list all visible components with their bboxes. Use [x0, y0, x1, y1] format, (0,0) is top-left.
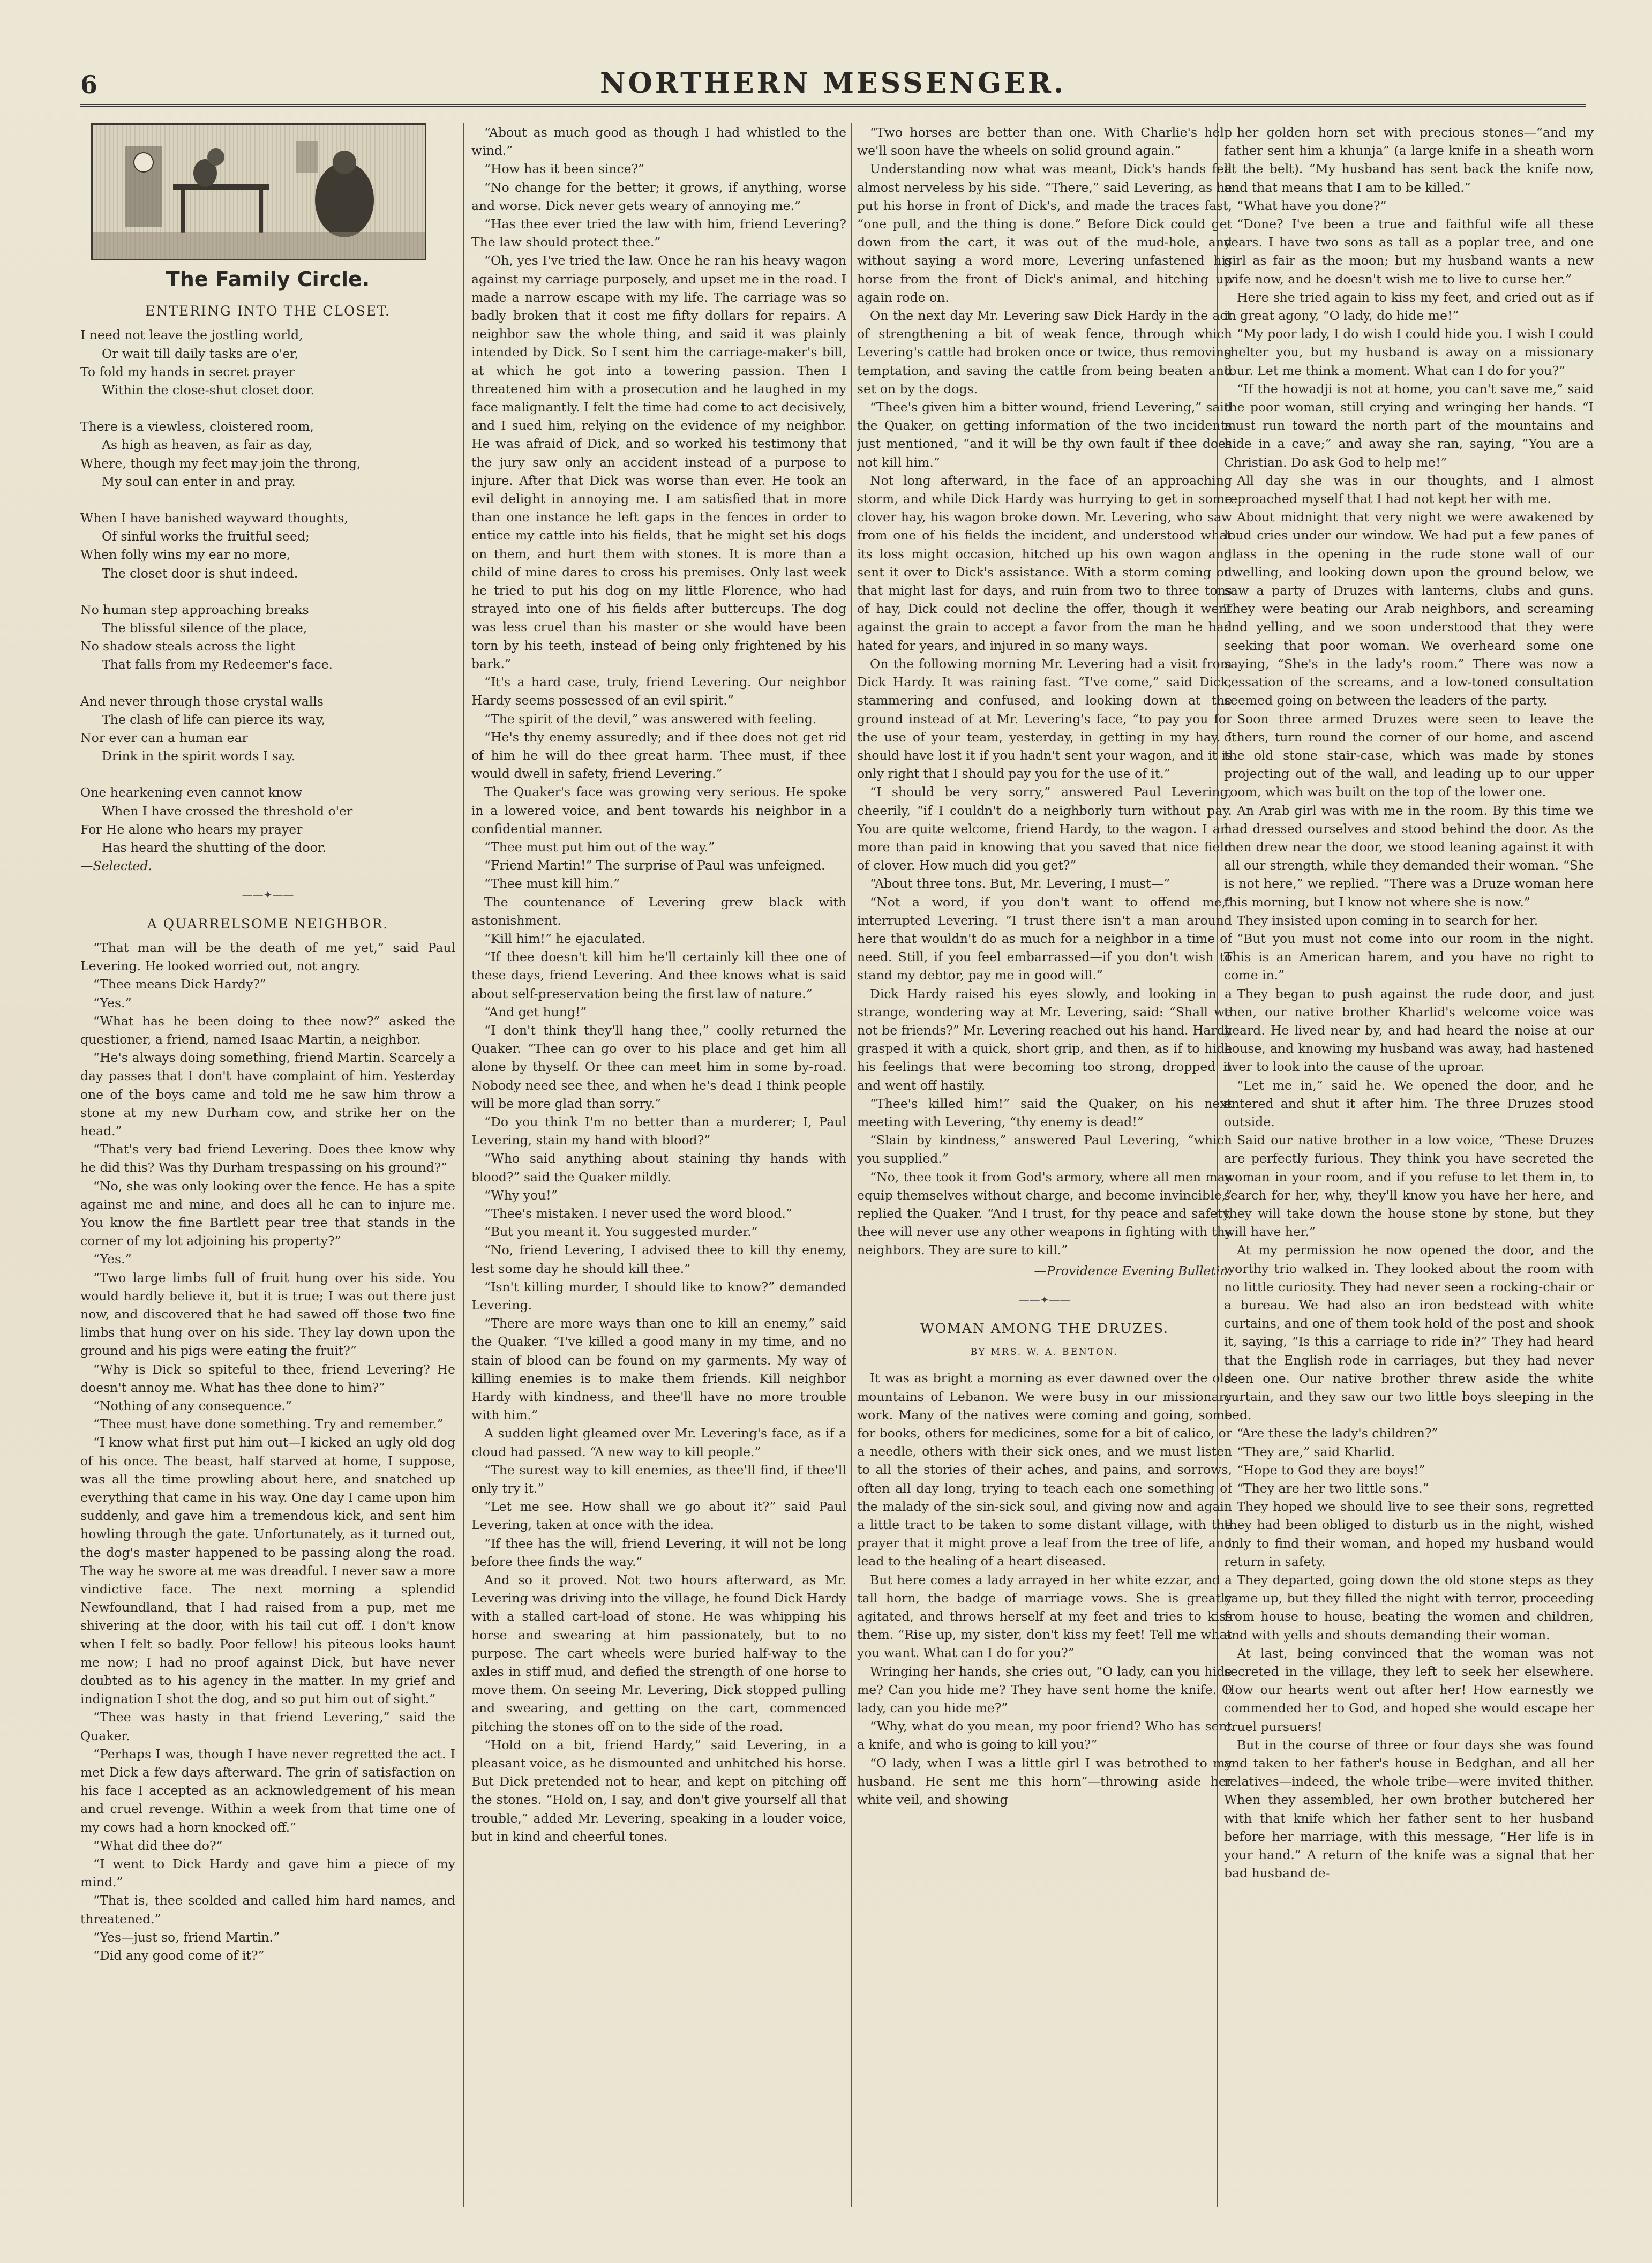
poem-line: Where, though my feet may join the throng,	[80, 455, 361, 471]
paragraph: “No change for the better; it grows, if anything, worse and worse. Dick never gets weary of annoying me.”	[471, 179, 846, 213]
paragraph: Dick Hardy raised his eyes slowly, and looking in a strange, wondering way at Mr. Levering, said: “Shall we not be friends?” Mr. Levering reached out his hand. Hardy grasped it with a quick, short grip, and then, as if to hide his feelings that were becoming too strong, dropped it and went off hastily.	[857, 986, 1232, 1093]
paragraph: “They are,” said Kharlid.	[1237, 1444, 1395, 1459]
paragraph: “Thee must put him out of the way.”	[484, 839, 715, 855]
paragraph: “I know what first put him out—I kicked an ugly old dog of his once. The beast, half starved at home, I suppose, was all the time prowling about here, and snatched up everything that came in his way. One day I came upon him suddenly, and gave him a tremendous kick, and sent him howling through the gate. Unfortunately, as it turned out, the dog's master happened to be passing along the road. The way he swore at me was dreadful. I never saw a more vindictive face. The next morning a splendid Newfoundland, that I had raised from a pup, met me shivering at the door, with his tail cut off. I don't know when I felt so badly. Poor fellow! his piteous looks haunt me now; I had no proof against Dick, but have never doubted as to his agency in the matter. In my grief and indignation I shot the dog, and so put him out of sight.”	[80, 1435, 455, 1707]
paragraph: “Why is Dick so spiteful to thee, friend Levering? He doesn't annoy me. What has thee done to him?”	[80, 1361, 455, 1395]
poem-line: For He alone who hears my prayer	[80, 821, 303, 837]
paragraph: “Hold on a bit, friend Hardy,” said Levering, in a pleasant voice, as he dismounted and unhitched his horse. But Dick pretended not to hear, and kept on pitching off the stones. “Hold on, I say, and don't give yourself all that trouble,” added Mr. Levering, speaking in a louder voice, but in kind and cheerful tones.	[471, 1737, 846, 1844]
poem-line: Drink in the spirit words I say.	[102, 748, 296, 764]
paragraph: “What did thee do?”	[93, 1838, 223, 1853]
poem-line: There is a viewless, cloistered room,	[80, 419, 314, 434]
poem-line: Of sinful works the fruitful seed;	[102, 529, 310, 544]
poem-line: As high as heaven, as fair as day,	[102, 437, 313, 453]
paragraph: At last, being convinced that the woman was not secreted in the village, they left to seek her elsewhere. How our hearts went out after her! How earnestly we commended her to God, and hoped she would escape her cruel pursuers!	[1224, 1645, 1594, 1734]
story-credit: —Providence Evening Bulletin.	[1034, 1263, 1232, 1278]
stanza	[80, 601, 455, 674]
stanza	[80, 783, 455, 857]
paragraph: “My poor lady, I do wish I could hide you. I wish I could shelter you, but my husband is away on a missionary tour. Let me think a moment. What can I do for you?”	[1224, 326, 1594, 378]
paragraph: “It's a hard case, truly, friend Levering. Our neighbor Hardy seems possessed of an evil spirit.”	[471, 675, 846, 708]
paragraph: “Let me see. How shall we go about it?” said Paul Levering, taken at once with the idea.	[471, 1499, 846, 1533]
paragraph: “But you meant it. You suggested murder.”	[484, 1224, 758, 1240]
paragraph: “How has it been since?”	[484, 161, 645, 177]
page-header	[80, 67, 1586, 107]
page-number: 6	[80, 70, 98, 99]
paragraph: Not long afterward, in the face of an approaching storm, and while Dick Hardy was hurrying to get in some clover hay, his wagon broke down. Mr. Levering, who saw from one of his fields the incident, and understood what its loss might occasion, hitched up his own wagon and sent it over to Dick's assistance. With a storm coming on that might last for days, and ruin from two to three tons of hay, Dick could not decline the offer, though it went against the grain to accept a favor from the man he had hated for years, and injured in so many ways.	[857, 473, 1232, 653]
paragraph: “That is, thee scolded and called him hard names, and threatened.”	[80, 1893, 455, 1927]
paragraph: They insisted upon coming in to search for her.	[1237, 912, 1538, 928]
paragraph: “Hope to God they are boys!”	[1237, 1462, 1425, 1478]
column-4	[1224, 123, 1594, 2213]
paragraph: “No, thee took it from God's armory, where all men may equip themselves without charge, and become invincible,” replied the Quaker. “And I trust, for thy peace and safety, thee will never use any other weapons in fighting with thy neighbors. They are sure to kill.”	[857, 1169, 1232, 1258]
paragraph: “About three tons. But, Mr. Levering, I must—”	[870, 876, 1170, 891]
paragraph: About midnight that very night we were awakened by loud cries under our window. We had put a few panes of glass in the opening in the rude stone wall of our dwelling, and looking down upon the ground below, we saw a party of Druzes with lanterns, clubs and guns. They were beating our Arab neighbors, and screaming and yelling, and we soon understood that they were seeking that poor woman. We overheard some one saying, “She's in the lady's room.” There was now a cessation of the screams, and a low-toned consultation seemed going on between the leaders of the party.	[1224, 509, 1594, 708]
paragraph: “Thee must have done something. Try and remember.”	[93, 1417, 444, 1432]
story-text	[1224, 123, 1594, 1883]
paragraph: Said our native brother in a low voice, “These Druzes are perfectly furious. They think you have secreted the woman in your room, and if you refuse to let them in, to search for her, why, they'll know you have her here, and they will take down the house stone by stone, but they will have her.”	[1224, 1133, 1594, 1240]
paragraph: her golden horn set with precious stones—“and my father sent him a khunja” (a large knife in a sheath worn at the belt). “My husband has sent back the knife now, and that means that I am to be killed.”	[1224, 125, 1594, 195]
poem-line: No human step approaching breaks	[80, 602, 309, 617]
stanza	[80, 326, 455, 399]
story-title: WOMAN AMONG THE DRUZES.	[920, 1321, 1169, 1336]
paragraph: “That's very bad friend Levering. Does thee know why he did this? Was thy Durham trespassing on his ground?”	[80, 1142, 455, 1175]
paragraph: “The spirit of the devil,” was answered with feeling.	[484, 711, 817, 726]
paragraph: “Did any good come of it?”	[93, 1948, 265, 1964]
paragraph: “Nothing of any consequence.”	[93, 1398, 292, 1413]
stanza	[80, 417, 455, 491]
engraving-icon	[93, 125, 425, 259]
stanza	[80, 509, 455, 582]
paragraph: The countenance of Levering grew black with astonishment.	[471, 894, 846, 928]
paragraph: “Two large limbs full of fruit hung over his side. You would hardly believe it, but it is true; I was out there just now, and discovered that he had sawed off those two fine limbs that hung over on his side. They lay down upon the ground and his pigs were eating the fruit?”	[80, 1270, 455, 1359]
paragraph: “Why you!”	[484, 1187, 558, 1203]
paragraph: An Arab girl was with me in the room. By this time we had dressed ourselves and stood behind the door. As the men drew near the door, we stood leaning against it with all our strength, while they demanded their woman. “She is not here,” we replied. “There was a Druze woman here this morning, but I know not where she is now.”	[1224, 803, 1594, 910]
column-1	[80, 123, 455, 2213]
paragraph: “What has he been doing to thee now?” asked the questioner, a friend, named Isaac Martin, a neighbor.	[80, 1013, 455, 1047]
story-text	[471, 123, 846, 1846]
paragraph: “Yes.”	[93, 995, 132, 1010]
poem-line: When I have crossed the threshold o'er	[102, 803, 353, 819]
story-text	[80, 939, 455, 1965]
poem-line: No shadow steals across the light	[80, 639, 296, 654]
byline: BY MRS. W. A. BENTON.	[970, 1347, 1119, 1358]
paragraph: “He's thy enemy assuredly; and if thee does not get rid of him he will do thee great harm. Thee must, if thee would dwell in safety, friend Levering.”	[471, 729, 846, 782]
paragraph: “What have you done?”	[1237, 198, 1387, 213]
paragraph: “Oh, yes I've tried the law. Once he ran his heavy wagon against my carriage purposely, and upset me in the road. I made a narrow escape with my life. The carriage was so badly broken that it cost me fifty dollars for repairs. A neighbor saw the whole thing, and said it was plainly intended by Dick. So I sent him the carriage-maker's bill, at which he got into a towering passion. Then I threatened him with a prosecution and he laughed in my face malignantly. I felt the time had come to act decisively, and I sued him, relying on the evidence of my neighbor. He was afraid of Dick, and so worked his testimony that the jury saw only an accident instead of a purpose to injure. After that Dick was worse than ever. He took an evil delight in annoying me. I am satisfied that in more than one instance he left gaps in the fences in order to entice my cattle into his fields, that he might set his dogs on them, and hurt them with stones. It is more than a child of mine dares to cross his premises. Only last week he tried to put his dog on my little Florence, who had strayed into one of his fields after buttercups. The dog was less cruel than his master or she would have been torn by his teeth, instead of being only frightened by his bark.”	[471, 253, 846, 671]
poem-line: Nor ever can a human ear	[80, 730, 248, 746]
paragraph: “He's always doing something, friend Martin. Scarcely a day passes that I don't have complaint of him. Yesterday one of the boys came and told me he saw him throw a stone at my new Durham cow, and strike her on the head.”	[80, 1050, 455, 1138]
paragraph: “The surest way to kill enemies, as thee'll find, if thee'll only try it.”	[471, 1462, 846, 1496]
paragraph: “Isn't killing murder, I should like to know?” demanded Levering.	[471, 1279, 846, 1313]
paragraph: Soon three armed Druzes were seen to leave the others, turn round the corner of our home, and ascend the old stone stair-case, which was made by stones projecting out of the wall, and leading up to our upper room, which was built on the top of the lower one.	[1224, 711, 1594, 800]
stanza	[80, 692, 455, 766]
column-rule	[463, 123, 464, 2207]
poem-title: ENTERING INTO THE CLOSET.	[145, 303, 391, 319]
paragraph: On the following morning Mr. Levering had a visit from Dick Hardy. It was raining fast. “I've come,” said Dick, stammering and confused, and looking down at the ground instead of at Mr. Levering's face, “to pay you for the use of your team, yesterday, in getting in my hay. I should have lost it if you hadn't sent your wagon, and it is only right that I should pay you for the use of it.”	[857, 656, 1232, 782]
paragraph: “Yes.”	[93, 1252, 132, 1267]
paragraph: “There are more ways than one to kill an enemy,” said the Quaker. “I've killed a good many in my time, and no stain of blood can be found on my garments. My way of killing enemies is to make them friends. Kill neighbor Hardy with kindness, and thee'll have no more trouble with him.”	[471, 1316, 846, 1423]
paragraph: “Are these the lady's children?”	[1237, 1426, 1438, 1441]
paragraph: They departed, going down the old stone steps as they came up, but they filled the night with terror, proceeding from house to house, beating the women and children, and with yells and shouts demanding their woman.	[1224, 1572, 1594, 1643]
paragraph: “They are her two little sons.”	[1237, 1481, 1429, 1496]
column-2	[471, 123, 846, 2213]
paragraph: “About as much good as though I had whistled to the wind.”	[471, 125, 846, 159]
paragraph: “Thee's killed him!” said the Quaker, on his next meeting with Levering, “thy enemy is dead!”	[857, 1096, 1232, 1129]
poem-line: Within the close-shut closet door.	[102, 383, 315, 398]
paragraph: “Thee means Dick Hardy?”	[93, 977, 266, 992]
paragraph: Wringing her hands, she cries out, “O lady, can you hide me? Can you hide me? They have sent home the knife. O lady, can you hide me?”	[857, 1663, 1232, 1716]
paragraph: “Thee was hasty in that friend Levering,” said the Quaker.	[80, 1710, 455, 1743]
paragraph: And so it proved. Not two hours afterward, as Mr. Levering was driving into the village, he found Dick Hardy with a stalled cart-load of stone. He was whipping his horse and swearing at him passionately, but to no purpose. The cart wheels were buried half-way to the axles in stiff mud, and defied the strength of one horse to move them. On seeing Mr. Levering, Dick stopped pulling and swearing, and getting on the cart, commenced pitching the stones off on to the side of the road.	[471, 1572, 846, 1734]
paragraph: “Why, what do you mean, my poor friend? Who has sent a knife, and who is going to kill you?”	[857, 1719, 1232, 1752]
paragraph: “Who said anything about staining thy hands with blood?” said the Quaker mildly.	[471, 1151, 846, 1185]
paragraph: “No, she was only looking over the fence. He has a spite against me and mine, and does all he can to injure me. You know the fine Bartlett pear tree that stands in the corner of my lot adjoining his property?”	[80, 1178, 455, 1249]
paragraph: “Thee's mistaken. I never used the word blood.”	[484, 1205, 792, 1221]
paragraph: Understanding now what was meant, Dick's hands fell almost nerveless by his side. “There,” said Levering, as he put his horse in front of Dick's, and made the traces fast, “one pull, and the thing is done.” Before Dick could get down from the cart, it was out of the mud-hole, and without saying a word more, Levering unfastened his horse from the front of Dick's animal, and hitching up again rode on.	[857, 161, 1232, 305]
column-rule	[851, 123, 852, 2207]
paragraph: But here comes a lady arrayed in her white ezzar, and a tall horn, the badge of marriage vows. She is greatly agitated, and throws herself at my feet and tries to kiss them. “Rise up, my sister, don't kiss my feet! Tell me what you want. What can I do for you?”	[857, 1572, 1232, 1661]
family-circle-illustration	[91, 123, 426, 260]
paragraph: “Done? I've been a true and faithful wife all these years. I have two sons as tall as a poplar tree, and one girl as fair as the moon; but my husband wants a new wife now, and he doesn't wish me to live to curse her.”	[1224, 216, 1594, 287]
section-title: The Family Circle.	[166, 267, 370, 291]
poem-line: Has heard the shutting of the door.	[102, 840, 326, 856]
paragraph: They hoped we should live to see their sons, regretted they had been obliged to disturb us in the night, wished only to find their woman, and hoped my husband would return in safety.	[1224, 1499, 1594, 1569]
paragraph: “Thee must kill him.”	[484, 876, 620, 891]
poem-line: I need not leave the jostling world,	[80, 327, 303, 343]
paragraph: “Slain by kindness,” answered Paul Levering, “which you supplied.”	[857, 1133, 1232, 1166]
paragraph: “That man will be the death of me yet,” said Paul Levering. He looked worried out, not angry.	[80, 940, 455, 974]
ornament-divider: ——✦——	[1018, 1293, 1071, 1306]
paragraph: “If thee has the will, friend Levering, it will not be long before thee finds the way.”	[471, 1535, 846, 1569]
paragraph: “I don't think they'll hang thee,” coolly returned the Quaker. “Thee can go over to his place and get him all alone by thyself. Or thee can meet him in some by-road. Nobody need see thee, and when he's dead I think people will be more glad than sorry.”	[471, 1022, 846, 1111]
paragraph: “If the howadji is not at home, you can't save me,” said the poor woman, still crying and wringing her hands. “I must run toward the north part of the mountains and hide in a cave;” and away she ran, saying, “You are a Christian. Do ask God to help me!”	[1224, 381, 1594, 470]
poem-line: That falls from my Redeemer's face.	[102, 657, 333, 672]
paragraph: A sudden light gleamed over Mr. Levering's face, as if a cloud had passed. “A new way to kill people.”	[471, 1426, 846, 1459]
paragraph: “Let me in,” said he. We opened the door, and he entered and shut it after him. The three Druzes stood outside.	[1224, 1077, 1594, 1129]
paragraph: “Kill him!” he ejaculated.	[484, 931, 645, 946]
paragraph: “I should be very sorry,” answered Paul Levering, cheerily, “if I couldn't do a neighborly turn without pay. You are quite welcome, friend Hardy, to the wagon. I am more than paid in knowing that you saved that nice field of clover. How much did you get?”	[857, 784, 1232, 873]
ornament-divider: ——✦——	[242, 888, 294, 902]
paragraph: “But you must not come into our room in the night. This is an American harem, and you have no right to come in.”	[1224, 931, 1594, 983]
poem-line: When folly wins my ear no more,	[80, 547, 291, 563]
story-text	[857, 1369, 1232, 1809]
story-title: A QUARRELSOME NEIGHBOR.	[147, 916, 389, 932]
poem-line: The closet door is shut indeed.	[102, 565, 298, 581]
poem	[80, 326, 455, 875]
column-3	[857, 123, 1232, 2213]
poem-line: One hearkening even cannot know	[80, 785, 303, 800]
paragraph: It was as bright a morning as ever dawned over the old mountains of Lebanon. We were busy in our missionary work. Many of the natives were coming and going, some for books, others for medicines, some for a bit of calico, or a needle, others with their sick ones, and we must listen to all the stories of their aches, and pains, and sorrows, often all day long, trying to teach each one something of the malady of the sin-sick soul, and giving now and again a little tract to be taken to some distant village, with the prayer that it might prove a leaf from the tree of life, and lead to the healing of a heart diseased.	[857, 1370, 1232, 1569]
paragraph: At my permission he now opened the door, and the worthy trio walked in. They looked about the room with no little curiosity. They had never seen a rocking-chair or a bureau. We had also an iron bedstead with white curtains, and one of them took hold of the post and shook it, saying, “Is this a carriage to ride in?” They had heard that the English rode in carriages, but they had never seen one. Our native brother threw aside the white curtain, and they saw our two little boys sleeping in the bed.	[1224, 1242, 1594, 1423]
paragraph: The Quaker's face was growing very serious. He spoke in a lowered voice, and bent towards his neighbor in a confidential manner.	[471, 784, 846, 836]
poem-line: And never through those crystal walls	[80, 693, 324, 709]
paragraph: On the next day Mr. Levering saw Dick Hardy in the act of strengthening a bit of weak fence, through which Levering's cattle had broken once or twice, thus removing temptation, and saving the cattle from being beaten and set on by the dogs.	[857, 308, 1232, 396]
paragraph: “I went to Dick Hardy and gave him a piece of my mind.”	[80, 1856, 455, 1890]
paragraph: “Has thee ever tried the law with him, friend Levering? The law should protect thee.”	[471, 216, 846, 250]
paragraph: Here she tried again to kiss my feet, and cried out as if in great agony, “O lady, do hide me!”	[1224, 289, 1594, 324]
paragraph: “Perhaps I was, though I have never regretted the act. I met Dick a few days afterward. The grin of satisfaction on his face I accepted as an acknowledgement of his mean and cruel revenge. Within a week from that time one of my cows had a horn knocked off.”	[80, 1746, 455, 1835]
paragraph: “And get hung!”	[484, 1004, 587, 1020]
paragraph: “Two horses are better than one. With Charlie's help we'll soon have the wheels on solid ground again.”	[857, 125, 1232, 159]
paragraph: “Do you think I'm no better than a murderer; I, Paul Levering, stain my hand with blood?”	[471, 1114, 846, 1148]
paragraph: “Friend Martin!” The surprise of Paul was unfeigned.	[484, 858, 825, 873]
paragraph: “Not a word, if you don't want to offend me,” interrupted Levering. “I trust there isn't a man around here that wouldn't do as much for a neighbor in a time of need. Still, if you feel embarrassed—if you don't wish to stand my debtor, pay me in good will.”	[857, 894, 1232, 983]
paragraph: “No, friend Levering, I advised thee to kill thy enemy, lest some day he should kill thee.”	[471, 1242, 846, 1276]
paragraph: “Thee's given him a bitter wound, friend Levering,” said the Quaker, on getting information of the two incidents just mentioned, “and it will be thy own fault if thee does not kill him.”	[857, 400, 1232, 470]
paragraph: But in the course of three or four days she was found and taken to her father's house in Bedghan, and all her relatives—indeed, the whole tribe—were invited thither. When they assembled, her own brother butchered her with that knife which her father sent to her husband before her marriage, with this message, “Her life is in your hand.” A return of the knife was a signal that her bad husband de-	[1224, 1737, 1594, 1881]
poem-line: To fold my hands in secret prayer	[80, 364, 295, 379]
poem-line: The clash of life can pierce its way,	[102, 711, 326, 727]
masthead: NORTHERN MESSENGER.	[599, 67, 1067, 100]
poem-credit: —Selected.	[80, 858, 152, 874]
poem-line: My soul can enter in and pray.	[102, 474, 296, 489]
poem-line: Or wait till daily tasks are o'er,	[102, 346, 299, 361]
story-text	[857, 123, 1232, 1260]
paragraph: “If thee doesn't kill him he'll certainly kill thee one of these days, friend Levering. And thee knows what is said about self-preservation being the first law of nature.”	[471, 949, 846, 1001]
paragraph: “Yes—just so, friend Martin.”	[93, 1929, 280, 1945]
paragraph: They began to push against the rude door, and just then, our native brother Kharlid's welcome voice was heard. He lived near by, and had heard the noise at our house, and knowing my husband was away, had hastened over to look into the cause of the uproar.	[1224, 986, 1594, 1075]
paragraph: All day she was in our thoughts, and I almost reproached myself that I had not kept her with me.	[1224, 473, 1594, 507]
poem-line: The blissful silence of the place,	[102, 620, 307, 636]
paragraph: “O lady, when I was a little girl I was betrothed to my husband. He sent me this horn”—throwing aside her white veil, and showing	[857, 1755, 1232, 1808]
poem-line: When I have banished wayward thoughts,	[80, 511, 348, 526]
